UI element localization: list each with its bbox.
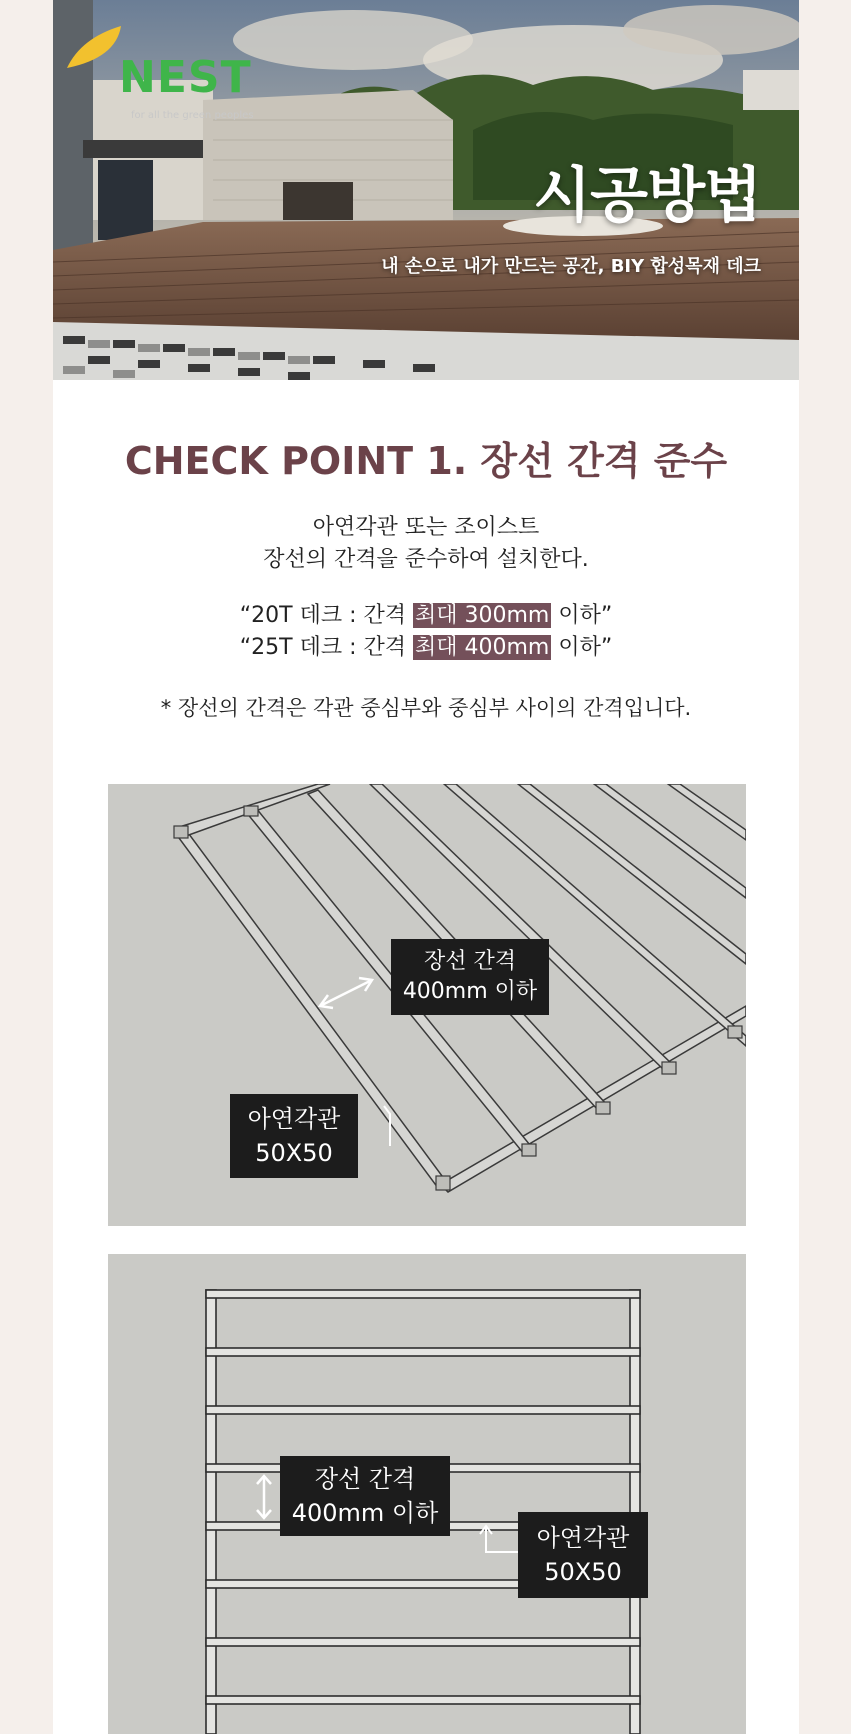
description-line: 장선의 간격을 준수하여 설치한다.: [263, 547, 589, 572]
spec-text: “25T 데크 : 간격: [239, 635, 413, 660]
spacing-note: * 장선의 간격은 각관 중심부와 중심부 사이의 간격입니다.: [160, 696, 692, 720]
spec-highlight: 최대 300mm: [414, 603, 550, 628]
perspective-frame-diagram: [108, 784, 746, 1226]
hero-subtitle: 내 손으로 내가 만드는 공간, BIY 합성목재 데크: [381, 256, 761, 277]
pipe-label-line: 50X50: [544, 1558, 622, 1586]
spec-text: 이하”: [551, 635, 613, 660]
spacing-label-line: 400mm 이하: [291, 1499, 439, 1527]
spec-25t: [53, 632, 799, 664]
pipe-label: [230, 1094, 358, 1178]
hero-banner: [53, 0, 799, 380]
top-view-frame-diagram: [108, 1254, 746, 1734]
check-point-title: CHECK POINT 1. 장선 간격 준수: [124, 439, 728, 483]
description-line: 아연각관 또는 조이스트: [312, 515, 540, 540]
pipe-label-line: 아연각관: [247, 1105, 341, 1133]
pipe-label: [518, 1512, 648, 1598]
pipe-label-line: 아연각관: [536, 1524, 630, 1552]
page: [53, 0, 799, 1734]
spacing-arrow: [257, 1476, 271, 1518]
spacing-arrow: [320, 978, 372, 1008]
pipe-label-line: 50X50: [255, 1139, 333, 1167]
spec-text: “20T 데크 : 간격: [239, 603, 413, 628]
spacing-label-line: 400mm 이하: [402, 979, 538, 1004]
hero-title: 시공방법: [533, 161, 761, 231]
spacing-label: [391, 939, 549, 1015]
logo-wordmark: NEST: [119, 52, 252, 103]
check-point-description: [53, 512, 799, 576]
spec-text: 이하”: [551, 603, 613, 628]
spacing-label: [280, 1456, 450, 1536]
spacing-specs: [53, 600, 799, 664]
logo-tagline: for all the green peoples: [131, 110, 254, 121]
spec-20t: [53, 600, 799, 632]
spacing-label-line: 장선 간격: [314, 1465, 416, 1493]
spec-highlight: 최대 400mm: [414, 635, 550, 660]
nest-logo[interactable]: [61, 18, 291, 121]
spacing-label-line: 장선 간격: [423, 949, 516, 974]
